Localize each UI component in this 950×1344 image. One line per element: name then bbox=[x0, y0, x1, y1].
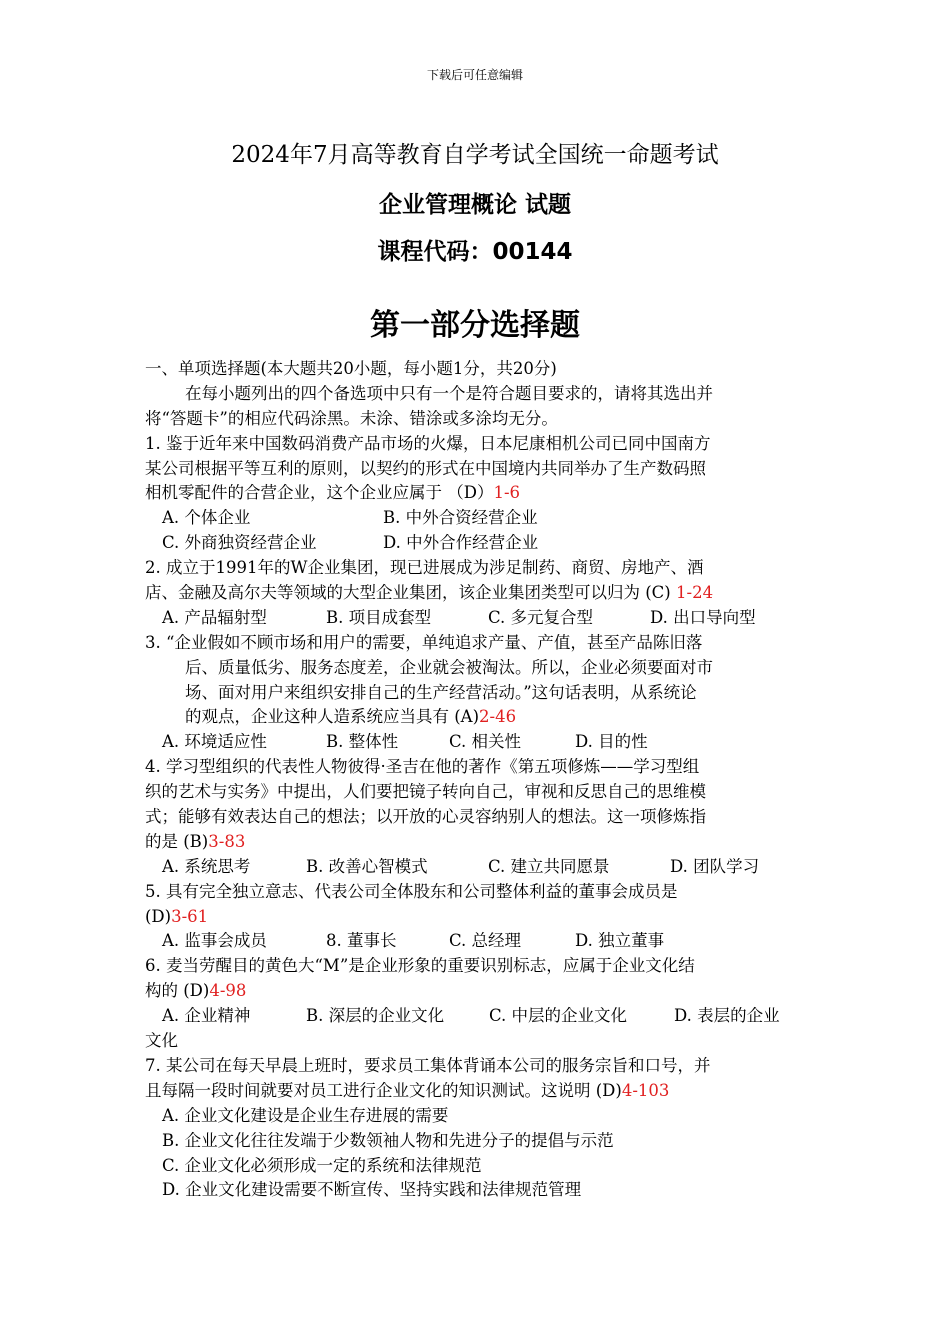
subject-title: 企业管理概论 试题 bbox=[378, 192, 571, 218]
question-3-stem-end: 的观点，企业这种人造系统应当具有 (A) bbox=[185, 707, 480, 727]
question-section bbox=[145, 357, 810, 1203]
option-c: C. 中层的企业文化 bbox=[489, 1006, 628, 1026]
question-4-reference: 3-83 bbox=[208, 831, 246, 851]
question-3-text bbox=[145, 705, 810, 730]
option-a: A. 监事会成员 bbox=[162, 931, 267, 951]
option-c: C. 外商独资经营企业 bbox=[162, 533, 317, 553]
question-6-options bbox=[145, 1004, 810, 1029]
question-7-text: 7. 某公司在每天早晨上班时，要求员工集体背诵本公司的服务宗旨和口号，并 bbox=[145, 1055, 711, 1075]
question-2-text bbox=[145, 581, 810, 606]
option-a: A. 系统思考 bbox=[162, 856, 251, 876]
question-1-options bbox=[145, 531, 810, 556]
question-1-text: 1. 鉴于近年来中国数码消费产品市场的火爆，日本尼康相机公司已同中国南方 bbox=[145, 433, 711, 453]
option-a: A. 环境适应性 bbox=[162, 732, 267, 752]
question-5-text bbox=[145, 905, 810, 930]
question-1-reference: 1-6 bbox=[493, 483, 521, 503]
question-1-text: 某公司根据平等互利的原则，以契约的形式在中国境内共同举办了生产数码照 bbox=[145, 458, 706, 478]
question-2-stem-end: 店、金融及高尔夫等领域的大型企业集团，该企业集团类型可以归为 (C) bbox=[145, 583, 676, 603]
option-a: A. 个体企业 bbox=[162, 508, 251, 528]
option-a: A. 企业文化建设是企业生存进展的需要 bbox=[162, 1105, 449, 1125]
header-note: 下载后可任意编辑 bbox=[426, 68, 523, 82]
option-c: C. 多元复合型 bbox=[488, 607, 594, 627]
option-d: D. 出口导向型 bbox=[650, 607, 756, 627]
exam-title: 2024年7月高等教育自学考试全国统一命题考试 bbox=[231, 142, 719, 168]
question-3-reference: 2-46 bbox=[479, 707, 517, 727]
instruction-line: 在每小题列出的四个备选项中只有一个是符合题目要求的，请将其选出并 bbox=[185, 383, 713, 403]
question-5-stem-end: (D) bbox=[145, 906, 172, 926]
instruction-line: 将“答题卡”的相应代码涂黑。未涂、错涂或多涂均无分。 bbox=[145, 408, 558, 428]
question-6-reference: 4-98 bbox=[209, 981, 247, 1001]
question-3-text: 场、面对用户来组织安排自己的生产经营活动。”这句话表明，从系统论 bbox=[185, 682, 697, 702]
part-title: 第一部分选择题 bbox=[370, 308, 580, 343]
question-7-text bbox=[145, 1079, 810, 1104]
course-code: 课程代码：00144 bbox=[377, 239, 573, 265]
option-a: A. 企业精神 bbox=[162, 1006, 251, 1026]
option-c: C. 相关性 bbox=[449, 732, 522, 752]
question-2-reference: 1-24 bbox=[676, 583, 714, 603]
option-b: B. 改善心智模式 bbox=[306, 856, 428, 876]
option-b: B. 深层的企业文化 bbox=[306, 1006, 445, 1026]
option-d: D. 团队学习 bbox=[670, 856, 760, 876]
option-b: B. 整体性 bbox=[326, 732, 399, 752]
question-1-text bbox=[145, 481, 810, 506]
question-3-text: 后、质量低劣、服务态度差，企业就会被淘汰。所以，企业必须要面对市 bbox=[185, 657, 713, 677]
question-4-text: 4. 学习型组织的代表性人物彼得·圣吉在他的著作《第五项修炼——学习型组 bbox=[145, 757, 700, 777]
question-5-reference: 3-61 bbox=[171, 906, 209, 926]
option-b: B. 企业文化往往发端于少数领袖人物和先进分子的提倡与示范 bbox=[162, 1130, 614, 1150]
question-2-text: 2. 成立于1991年的W企业集团，现已进展成为涉足制药、商贸、房地产、酒 bbox=[145, 558, 704, 578]
question-5-text: 5. 具有完全独立意志、代表公司全体股东和公司整体利益的董事会成员是 bbox=[145, 881, 678, 901]
question-1-options bbox=[145, 506, 810, 531]
question-7-stem-end: 且每隔一段时间就要对员工进行企业文化的知识测试。这说明 (D) bbox=[145, 1080, 622, 1100]
question-3-text: 3. “企业假如不顾市场和用户的需要，单纯追求产量、产值，甚至产品陈旧落 bbox=[145, 632, 703, 652]
option-d: D. 企业文化建设需要不断宣传、坚持实践和法律规范管理 bbox=[162, 1180, 582, 1200]
option-a: A. 产品辐射型 bbox=[162, 607, 267, 627]
option-b: 8. 董事长 bbox=[326, 931, 397, 951]
question-6-option-d-wrap: 文化 bbox=[145, 1031, 178, 1051]
option-c: C. 建立共同愿景 bbox=[488, 856, 610, 876]
option-c: C. 总经理 bbox=[449, 931, 522, 951]
question-3-options bbox=[145, 730, 810, 755]
question-1-stem-end: 相机零配件的合营企业，这个企业应属于 （D） bbox=[145, 483, 494, 503]
question-4-options bbox=[145, 855, 810, 880]
option-d: D. 目的性 bbox=[575, 732, 648, 752]
question-4-text bbox=[145, 830, 810, 855]
question-5-options bbox=[145, 929, 810, 954]
question-7-reference: 4-103 bbox=[621, 1080, 670, 1100]
question-4-text: 织的艺术与实务》中提出，人们要把镜子转向自己，审视和反思自己的思维模 bbox=[145, 782, 706, 802]
section-heading: 一、单项选择题(本大题共20小题，每小题1分，共20分) bbox=[145, 359, 557, 378]
question-4-text: 式；能够有效表达自己的想法；以开放的心灵容纳别人的想法。这一项修炼指 bbox=[145, 807, 706, 827]
option-c: C. 企业文化必须形成一定的系统和法律规范 bbox=[162, 1155, 482, 1175]
option-d: D. 表层的企业 bbox=[674, 1006, 780, 1026]
option-b: B. 中外合资经营企业 bbox=[383, 508, 538, 528]
option-d: D. 独立董事 bbox=[575, 931, 665, 951]
option-b: B. 项目成套型 bbox=[326, 607, 432, 627]
question-6-stem-end: 构的 (D) bbox=[145, 981, 210, 1001]
question-2-options bbox=[145, 606, 810, 631]
question-4-stem-end: 的是 (B) bbox=[145, 831, 209, 851]
question-6-text bbox=[145, 979, 810, 1004]
option-d: D. 中外合作经营企业 bbox=[383, 533, 539, 553]
question-6-text: 6. 麦当劳醒目的黄色大“M”是企业形象的重要识别标志，应属于企业文化结 bbox=[145, 956, 695, 976]
